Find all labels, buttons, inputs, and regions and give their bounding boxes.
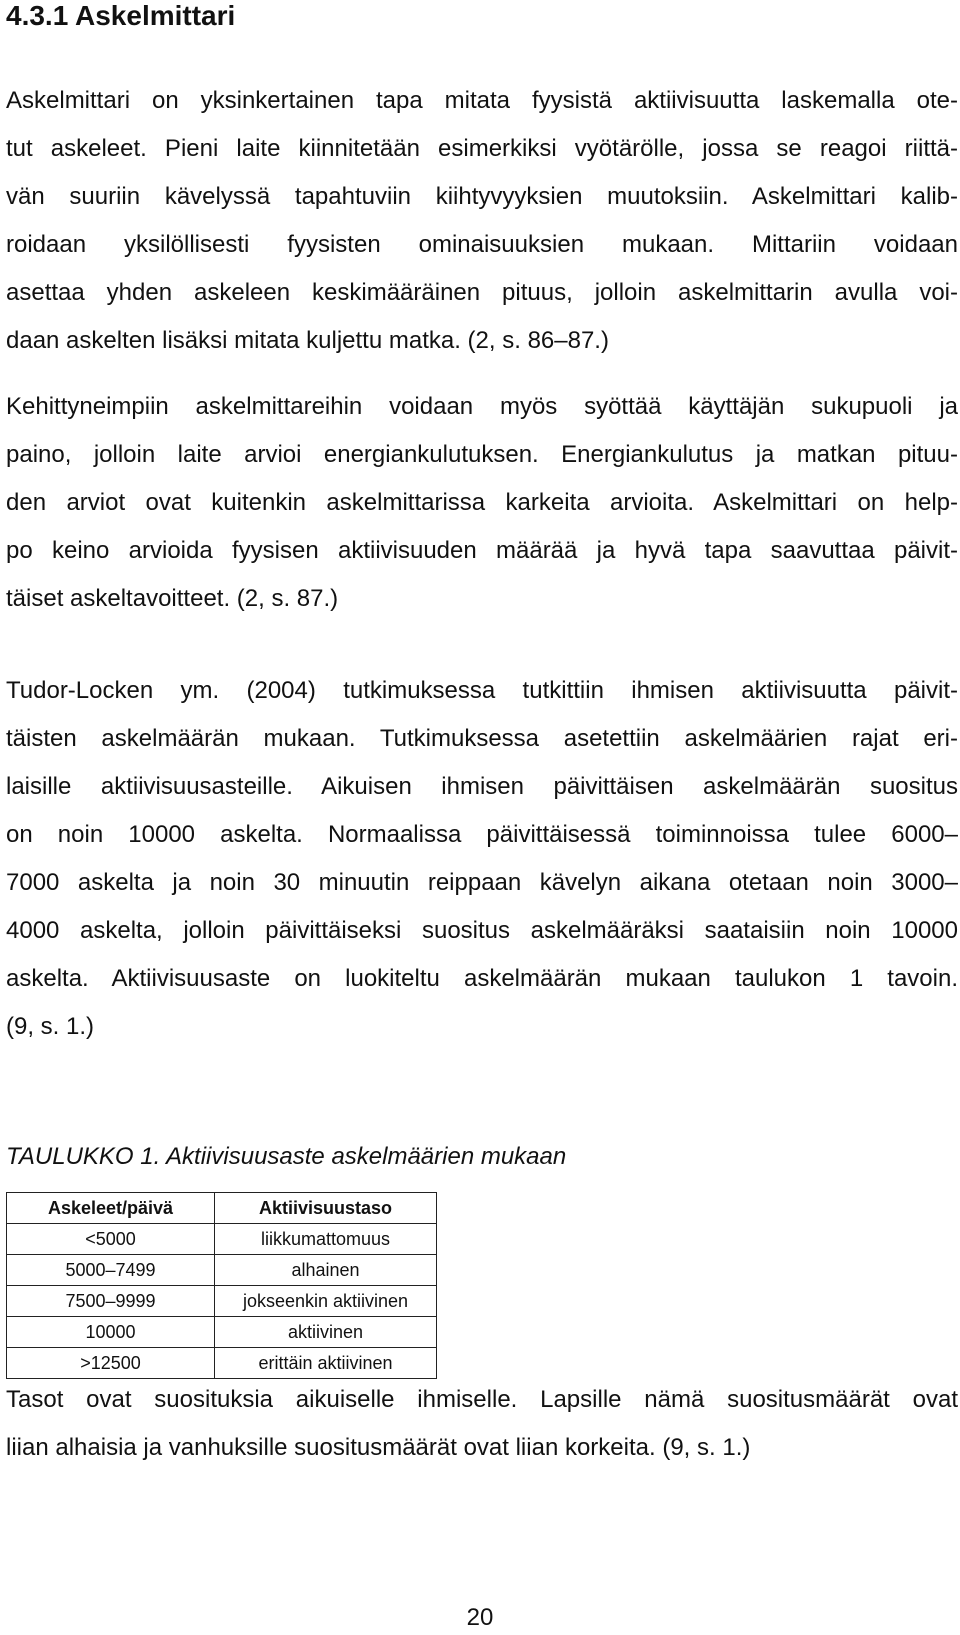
- text-line: täiset askeltavoitteet. (2, s. 87.): [6, 585, 339, 612]
- text-line: asettaa yhden askeleen keskimääräinen pituus, jolloin askelmittarin avulla voi-: [6, 279, 958, 306]
- text-line: on noin 10000 askelta. Normaalissa päivittäisessä toiminnoissa tulee 6000–: [6, 821, 958, 848]
- paragraph-tudor-locke-study: [6, 667, 958, 1051]
- text-line: vän suuriin kävelyssä tapahtuviin kiihtyvyyksien muutoksiin. Askelmittari kalib-: [6, 183, 958, 210]
- text-line: askelta. Aktiivisuusaste on luokiteltu askelmäärän mukaan taulukon 1 tavoin.: [6, 965, 958, 992]
- paragraph-askelmittari-intro: [6, 77, 958, 365]
- table-row: [7, 1255, 437, 1286]
- paragraph-advanced-pedometers: [6, 383, 958, 623]
- column-header-steps: Askeleet/päivä: [7, 1193, 215, 1224]
- text-line: Tasot ovat suosituksia aikuiselle ihmiselle. Lapsille nämä suositusmäärät ovat: [6, 1386, 958, 1413]
- text-line: 4000 askelta, jolloin päivittäiseksi suositus askelmääräksi saataisiin noin 10000: [6, 917, 958, 944]
- table-caption: TAULUKKO 1. Aktiivisuusaste askelmäärien mukaan: [6, 1143, 567, 1170]
- table-cell-level: jokseenkin aktiivinen: [215, 1286, 437, 1317]
- table-cell-level: erittäin aktiivinen: [215, 1348, 437, 1379]
- text-line: 7000 askelta ja noin 30 minuutin reippaan kävelyn aikana otetaan noin 3000–: [6, 869, 958, 896]
- text-line: laisille aktiivisuusasteille. Aikuisen ihmisen päivittäisen askelmäärän suositus: [6, 773, 958, 800]
- page-number: 20: [466, 1604, 494, 1631]
- text-line: po keino arvioida fyysisen aktiivisuuden määrää ja hyvä tapa saavuttaa päivit-: [6, 537, 958, 564]
- text-line: (9, s. 1.): [6, 1013, 95, 1040]
- table-cell-level: aktiivinen: [215, 1317, 437, 1348]
- text-line: roidaan yksilöllisesti fyysisten ominaisuuksien mukaan. Mittariin voidaan: [6, 231, 958, 258]
- table-row: [7, 1348, 437, 1379]
- text-line: liian alhaisia ja vanhuksille suositusmäärät ovat liian korkeita. (9, s. 1.): [6, 1434, 751, 1461]
- table-row: [7, 1317, 437, 1348]
- table-cell-steps: <5000: [7, 1224, 215, 1255]
- table-cell-steps: 10000: [7, 1317, 215, 1348]
- paragraph-levels-note: [6, 1376, 958, 1472]
- text-line: paino, jolloin laite arvioi energiankulutuksen. Energiankulutus ja matkan pituu-: [6, 441, 958, 468]
- table-header-row: [7, 1193, 437, 1224]
- table-cell-level: liikkumattomuus: [215, 1224, 437, 1255]
- text-line: tut askeleet. Pieni laite kiinnitetään esimerkiksi vyötärölle, jossa se reagoi riittä-: [6, 135, 958, 162]
- text-line: daan askelten lisäksi mitata kuljettu matka. (2, s. 86–87.): [6, 327, 609, 354]
- table-row: [7, 1286, 437, 1317]
- table-cell-steps: 5000–7499: [7, 1255, 215, 1286]
- table-cell-steps: 7500–9999: [7, 1286, 215, 1317]
- text-line: Askelmittari on yksinkertainen tapa mitata fyysistä aktiivisuutta laskemalla ote-: [6, 87, 958, 114]
- text-line: Tudor-Locken ym. (2004) tutkimuksessa tutkittiin ihmisen aktiivisuutta päivit-: [6, 677, 958, 704]
- text-line: Kehittyneimpiin askelmittareihin voidaan myös syöttää käyttäjän sukupuoli ja: [6, 393, 958, 420]
- text-line: täisten askelmäärän mukaan. Tutkimuksessa asetettiin askelmäärien rajat eri-: [6, 725, 958, 752]
- activity-level-table: [6, 1192, 437, 1379]
- table-cell-steps: >12500: [7, 1348, 215, 1379]
- text-line: den arviot ovat kuitenkin askelmittarissa karkeita arvioita. Askelmittari on help-: [6, 489, 958, 516]
- section-heading: 4.3.1 Askelmittari: [6, 0, 236, 31]
- column-header-activity-level: Aktiivisuustaso: [215, 1193, 437, 1224]
- table-cell-level: alhainen: [215, 1255, 437, 1286]
- table-row: [7, 1224, 437, 1255]
